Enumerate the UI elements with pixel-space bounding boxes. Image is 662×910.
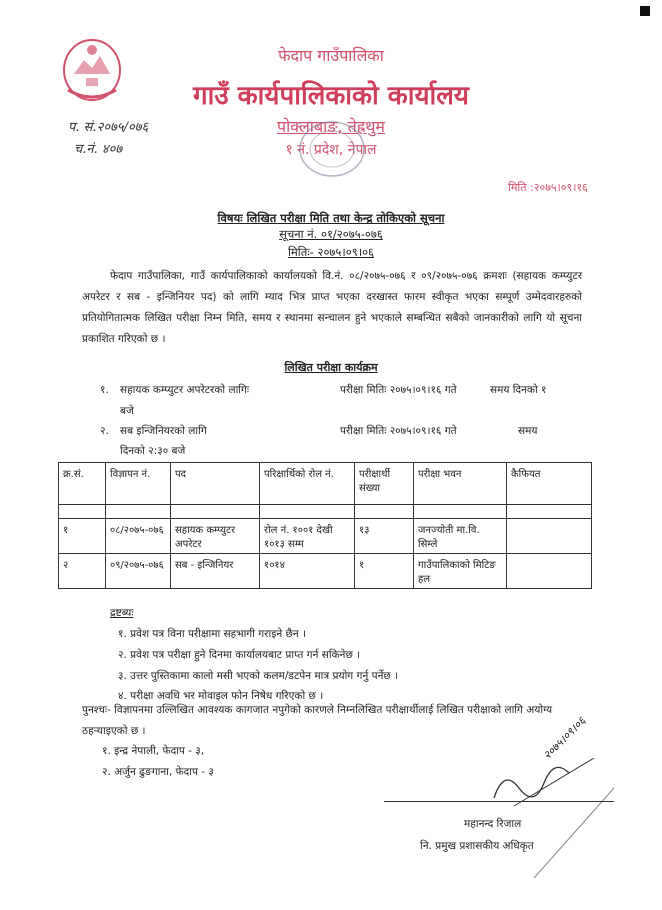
- programme-item-time-cont: बजे: [120, 405, 134, 417]
- scan-corner-mark: [640, 6, 650, 16]
- table-cell: [507, 554, 592, 589]
- table-header-cell: क्र.सं.: [59, 463, 106, 505]
- signatory-name: महानन्द रिजाल: [464, 818, 522, 830]
- office-place: पोक्लाबाङ, तेह्रथुम: [277, 117, 385, 136]
- table-header-cell: परिक्षार्थिको रोल नं.: [260, 463, 355, 505]
- note-item: २. प्रवेश पत्र परीक्षा हुने दिनमा कार्यालयबाट प्राप्त गर्न सकिनेछ ।: [118, 649, 361, 661]
- notes-heading: द्रष्टब्यः: [110, 607, 134, 619]
- table-spacer-row: [59, 505, 592, 519]
- table-cell: १३: [355, 519, 414, 554]
- table-cell: ०९/२०७५-०७६: [106, 554, 171, 589]
- programme-item-time: समय दिनको १: [490, 384, 547, 396]
- table-header-row: [59, 463, 592, 505]
- table-cell: १०१४: [260, 554, 355, 589]
- postscript: पुनश्चः- विज्ञापनमा उल्लिखित आवश्यक कागजात नपुगेको कारणले निम्नलिखित परीक्षार्थीलाई लिखित परीक्षाको लागि अयोग्य ठहऱ्याइएको छ ।: [82, 704, 553, 737]
- signatory-designation: नि. प्रमुख प्रशासकीय अधिकृत: [420, 840, 534, 852]
- table-cell: रोल नं. १००१ देखी १०१३ सम्म: [260, 519, 355, 554]
- table-cell: १: [59, 519, 106, 554]
- handwritten-dispatch-number: च.नं. ४०७: [74, 142, 123, 157]
- programme-item-number: १.: [100, 384, 109, 396]
- signature-line: [384, 801, 614, 802]
- notice-subject: विषयः लिखित परीक्षा मिति तथा केन्द्र तोकिएको सूचना: [217, 211, 445, 225]
- table-cell: जनज्योती मा.वि. सिम्ले: [414, 519, 507, 554]
- disqualified-candidate: १. इन्द्र नेपाली, फेदाप - ३,: [102, 745, 205, 757]
- exam-schedule-table: [58, 462, 592, 589]
- table-row: [59, 554, 592, 589]
- programme-item-time-cont: दिनको २:३० बजे: [120, 445, 186, 457]
- disqualified-candidate: २. अर्जुन ढुङगाना, फेदाप - ३: [102, 766, 214, 778]
- table-header-cell: परीक्षा भवन: [414, 463, 507, 505]
- office-name: गाउँ कार्यपालिकाको कार्यालय: [193, 81, 469, 111]
- table-cell: १: [355, 554, 414, 589]
- table-header-cell: पद: [171, 463, 260, 505]
- handwritten-signature-date: २०७५।०९।०६: [540, 714, 589, 762]
- table-cell: सब - इन्जिनियर: [171, 554, 260, 589]
- programme-title: लिखित परीक्षा कार्यक्रम: [284, 361, 378, 374]
- table-row: [59, 519, 592, 554]
- table-header-cell: परीक्षार्थी संख्या: [355, 463, 414, 505]
- municipality-name: फेदाप गाउँपालिका: [278, 46, 384, 65]
- programme-item-label: सहायक कम्प्युटर अपरेटरको लागिः: [120, 384, 250, 396]
- handwritten-fiscal-year: प. सं.२०७५/०७६: [68, 120, 149, 135]
- notice-number: सूचना नं. ०१/२०७५-०७६: [279, 227, 383, 241]
- table-header-cell: कैफियत: [507, 463, 592, 505]
- table-cell: सहायक कम्प्युटर अपरेटर: [171, 519, 260, 554]
- programme-item-date: परीक्षा मितिः २०७५।०९।१६ गते: [340, 384, 457, 396]
- notice-date: मितिः- २०७५।०९।०६: [287, 245, 375, 259]
- table-header-cell: विज्ञापन नं.: [106, 463, 171, 505]
- table-cell: २: [59, 554, 106, 589]
- notice-paragraph: फेदाप गाउँपालिका, गाउँ कार्यपालिकाको कार्यालयको वि.नं. ०८/२०७५-०७६ र ०९/२०७५-०७६ क्रमशः (सहायक कम्प्युटर अपरेटर र सब - इन्जिनियर पद) को लागि म्याद भित्र प्राप्त भएका दरखास्त फारम स्वीकृत भएका सम्पूर्ण उम्मेदवारहरुको प्रतियोगितात्मक लिखित परीक्षा निम्न मिति, समय र स्थानमा सन्चालन हुने भएकाले सम्बन्धित सबैको जानकारीको लागि यो सूचना प्रकाशित गरिएको छ ।: [82, 270, 582, 345]
- office-seal-stamp: [296, 118, 368, 180]
- note-item: १. प्रवेश पत्र विना परीक्षामा सहभागी गराइने छैन ।: [118, 628, 307, 640]
- letter-date: मिति :२०७५।०९।१६: [508, 181, 588, 194]
- note-item: ३. उत्तर पुस्तिकामा कालो मसी भएको कलम/डटपेन मात्र प्रयोग गर्नु पर्नेछ ।: [118, 670, 399, 682]
- programme-item-number: २.: [100, 425, 109, 437]
- note-item: ४. परीक्षा अवधि भर मोवाइल फोन निषेध गरिएको छ ।: [118, 690, 324, 702]
- table-cell: ०८/२०७५-०७६: [106, 519, 171, 554]
- table-cell: [507, 519, 592, 554]
- office-province: १ नं. प्रदेश, नेपाल: [285, 142, 377, 158]
- programme-item-label: सब इन्जिनियरको लागि: [120, 425, 207, 437]
- programme-item-date: परीक्षा मितिः २०७५।०९।१६ गते: [340, 425, 457, 437]
- programme-item-time: समय: [518, 425, 538, 437]
- table-cell: गाउँपालिकाको मिटिङ हल: [414, 554, 507, 589]
